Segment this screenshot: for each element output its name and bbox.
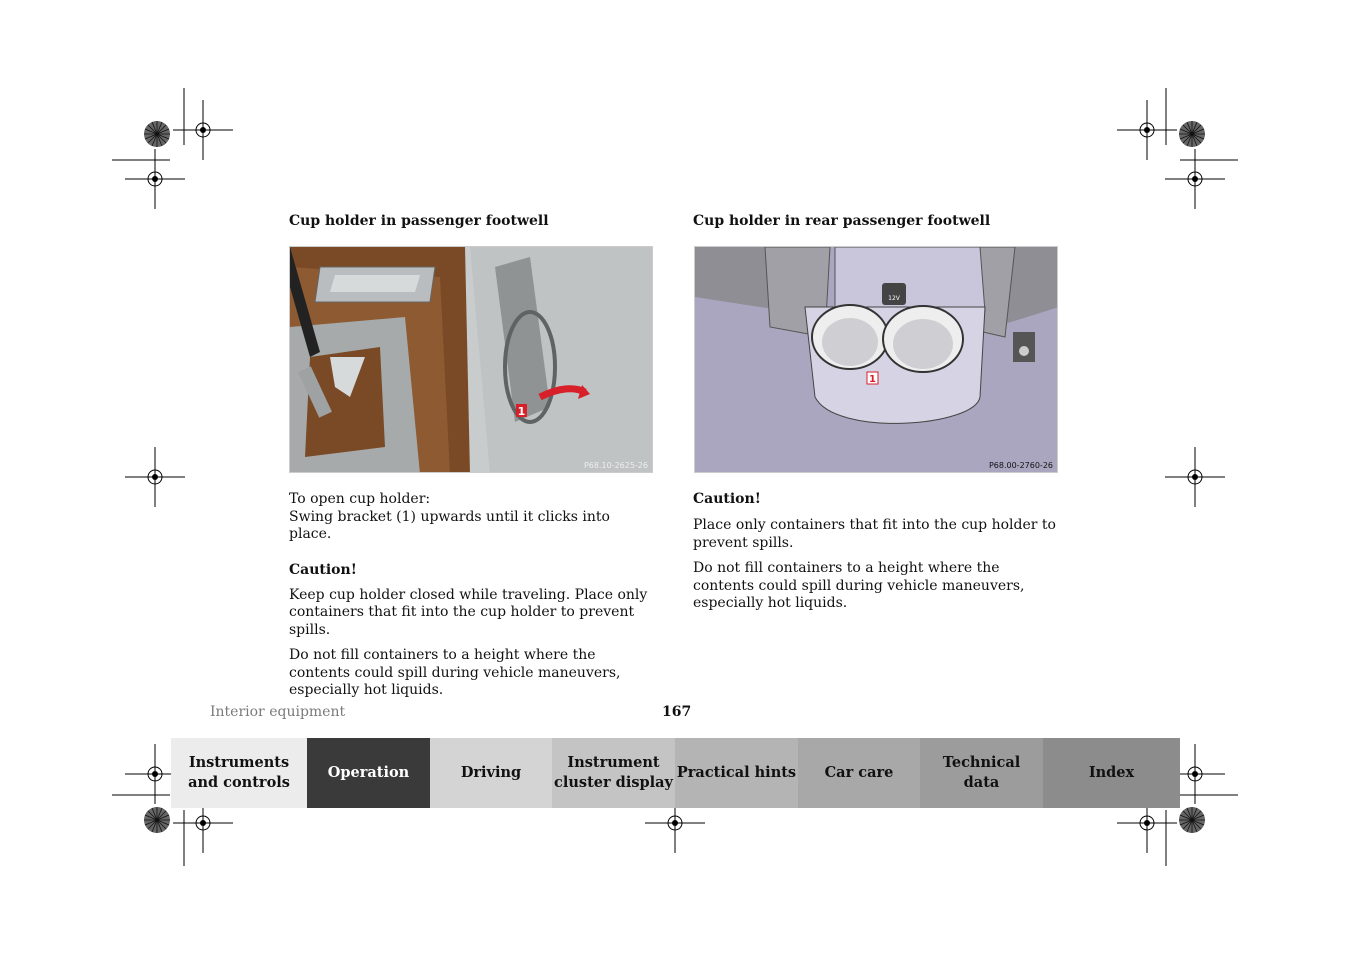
caution-paragraph: Keep cup holder closed while traveling. Place only containers that fit into the cup holder to prevent spills. [289, 586, 648, 638]
tab-technical-data[interactable]: Technical data [920, 738, 1043, 808]
socket-label: 12V [888, 295, 900, 302]
passenger-footwell-cup-holder-illustration [289, 246, 653, 473]
tab-driving[interactable]: Driving [430, 738, 552, 808]
callout-1: 1 [517, 405, 526, 418]
rear-footwell-cup-holder-illustration [694, 246, 1058, 473]
tab-operation[interactable]: Operation [307, 738, 430, 808]
intro-line-1: To open cup holder: [289, 491, 431, 507]
right-section-heading: Cup holder in rear passenger footwell [693, 213, 991, 229]
right-text-column [693, 491, 1058, 613]
caution-paragraph: Place only containers that fit into the cup holder to prevent spills. [693, 517, 1056, 551]
caution-paragraph: Do not fill containers to a height where the contents could spill during vehicle maneuvers, especially hot liquids. [693, 560, 1025, 611]
section-name: Interior equipment [210, 704, 346, 720]
caution-title: Caution! [693, 491, 761, 507]
caution-title: Caution! [289, 561, 357, 578]
left-section-heading: Cup holder in passenger footwell [289, 213, 549, 229]
chapter-navigation [171, 738, 1180, 808]
figure-code: P68.10-2625-26 [583, 461, 648, 470]
tab-index[interactable]: Index [1043, 738, 1180, 808]
tab-car-care[interactable]: Car care [798, 738, 920, 808]
tab-instrument-cluster-display[interactable]: Instrument cluster display [552, 738, 675, 808]
left-text-column [289, 491, 654, 700]
callout-1: 1 [869, 374, 876, 385]
tab-practical-hints[interactable]: Practical hints [675, 738, 798, 808]
intro-line-2: Swing bracket (1) upwards until it clicks into place. [289, 508, 610, 542]
tab-instruments-and-controls[interactable]: Instruments and controls [171, 738, 307, 808]
figure-code: P68.00-2760-26 [988, 461, 1053, 470]
caution-paragraph: Do not fill containers to a height where the contents could spill during vehicle maneuvers, especially hot liquids. [289, 647, 621, 698]
page-number: 167 [662, 704, 692, 720]
